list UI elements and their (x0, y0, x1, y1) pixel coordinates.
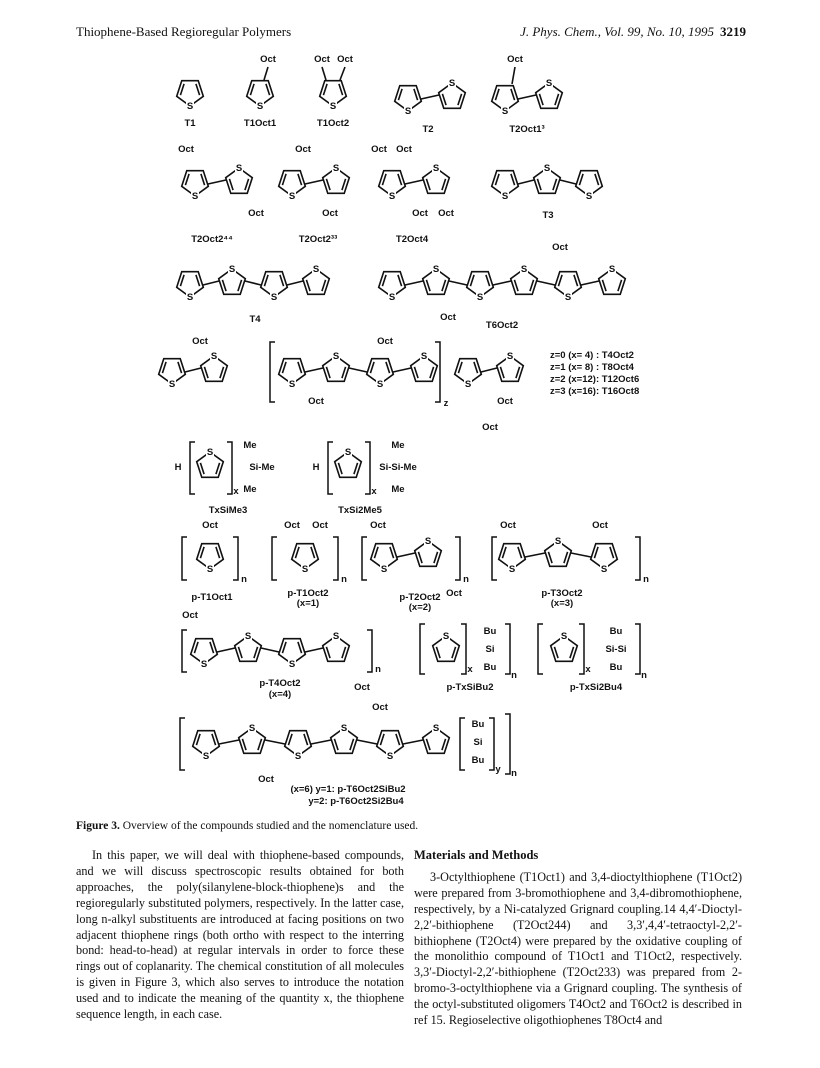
label-txsime3: TxSiMe3 (208, 505, 248, 516)
octyl-substituent: Oct (396, 144, 412, 155)
octyl-substituent: Oct (295, 144, 311, 155)
inter-ring-bond (493, 281, 511, 285)
repeat-bracket (365, 442, 370, 494)
label-t2oct1: T2Oct1³ (509, 124, 545, 135)
repeat-bracket (233, 537, 238, 580)
repeat-bracket (367, 630, 372, 672)
octyl-substituent: Oct (322, 208, 338, 219)
sulfur-atom: S (424, 536, 432, 547)
sulfur-atom: S (476, 292, 484, 303)
inter-ring-bond (185, 368, 201, 372)
inter-ring-bond (403, 740, 423, 744)
sulfur-atom: S (235, 163, 243, 174)
sulfur-atom: S (210, 351, 218, 362)
sulfur-atom: S (442, 631, 450, 642)
sulfur-atom: S (332, 351, 340, 362)
silicon-atom: Si (473, 737, 483, 748)
sulfur-atom: S (301, 564, 309, 575)
figure-caption (76, 820, 418, 832)
octyl-substituent: Oct (178, 144, 194, 155)
octyl-substituent: Oct (354, 682, 370, 693)
intro-paragraph: In this paper, we will deal with thiophene-based compounds, and we will discuss spectroscopic results obtained for both approaches, the poly(silanylene-block-thiophene)s and the regioregularly substituted polymers, respectively. In the latter case, long n-alkyl substituents are introduced at facing positions on two adjacent thiophene rings (both ortho with respect to the interring bond: head-to-head) at regular intervals in order to force these rings out of coplanarity. The chemical constitution of all molecules is given in Figure 3, which also serves to introduce the notation used and to indicate the meaning of the quantity x, the thiophene sequence length, in each case. (76, 848, 404, 1022)
octyl-substituent: Oct (192, 336, 208, 347)
inter-ring-bond (219, 740, 239, 744)
sulfur-atom: S (432, 723, 440, 734)
inter-ring-bond (481, 368, 497, 372)
subscript-x: x (371, 486, 377, 497)
label-pt4oct2-x: (x=4) (268, 689, 292, 700)
sulfur-atom: S (464, 379, 472, 390)
octyl-substituent: Oct (440, 312, 456, 323)
label-t3: T3 (542, 210, 554, 221)
sulfur-atom: S (288, 659, 296, 670)
figure-caption-label: Figure 3. (76, 820, 120, 832)
sulfur-atom: S (256, 101, 264, 112)
sulfur-atom: S (340, 723, 348, 734)
inter-ring-bond (560, 180, 576, 184)
label-t2oct4: T2Oct4 (395, 234, 429, 245)
inter-ring-bond (287, 281, 303, 285)
page-number: 3219 (720, 24, 746, 39)
sulfur-atom: S (332, 631, 340, 642)
methyl-group: Me (391, 440, 405, 451)
sulfur-atom: S (432, 264, 440, 275)
label-pt1oct2: p-T1Oct2 (287, 588, 329, 599)
repeat-bracket (227, 442, 232, 494)
sulfur-atom: S (386, 751, 394, 762)
label-z0: z=0 (x= 4) : T4Oct2 (550, 350, 634, 361)
octyl-substituent: Oct (372, 702, 388, 713)
sulfur-atom: S (244, 631, 252, 642)
label-pt2oct2: p-T2Oct2 (399, 592, 441, 603)
sulfur-atom: S (388, 292, 396, 303)
sulfur-atom: S (508, 564, 516, 575)
label-pt1oct1: p-T1Oct1 (191, 592, 233, 603)
octyl-substituent: Oct (482, 422, 498, 433)
hydrogen-atom: H (174, 462, 182, 473)
label-z1: z=1 (x= 8) : T8Oct4 (550, 362, 634, 373)
label-t1: T1 (184, 118, 196, 129)
bond (264, 67, 268, 80)
sulfur-atom: S (501, 106, 509, 117)
methyl-group: Me (243, 484, 257, 495)
subscript-x: x (467, 664, 473, 675)
octyl-substituent: Oct (446, 588, 462, 599)
subscript-n: n (463, 574, 469, 585)
sulfur-atom: S (501, 191, 509, 202)
bond (340, 67, 345, 80)
body-column-right (414, 848, 742, 1029)
sulfur-atom: S (432, 163, 440, 174)
sulfur-atom: S (248, 723, 256, 734)
octyl-substituent: Oct (438, 208, 454, 219)
inter-ring-bond (537, 281, 555, 285)
running-header-title: Thiophene-Based Regioregular Polymers (76, 24, 292, 39)
inter-ring-bond (208, 180, 226, 184)
subscript-n: n (511, 768, 517, 779)
subscript-y: y (495, 764, 501, 775)
inter-ring-bond (405, 281, 423, 285)
sulfur-atom: S (388, 191, 396, 202)
subscript-n: n (511, 670, 517, 681)
octyl-substituent: Oct (182, 610, 198, 621)
inter-ring-bond (261, 648, 279, 652)
repeat-bracket (190, 442, 195, 494)
subscript-x: x (585, 664, 591, 675)
inter-ring-bond (245, 281, 261, 285)
repeat-bracket (461, 624, 466, 674)
label-pt3oct2-x: (x=3) (550, 598, 574, 609)
inter-ring-bond (518, 95, 536, 99)
si-me-group: Si-Me (249, 462, 275, 473)
methyl-group: Me (243, 440, 257, 451)
subscript-x: x (233, 486, 239, 497)
sulfur-atom: S (554, 536, 562, 547)
sulfur-atom: S (545, 78, 553, 89)
label-t1oct2: T1Oct2 (316, 118, 350, 129)
repeat-bracket (333, 537, 338, 580)
inter-ring-bond (305, 180, 323, 184)
repeat-bracket (328, 442, 333, 494)
figure-caption-text: Overview of the compounds studied and the nomenclature used. (122, 820, 419, 832)
octyl-substituent: Oct (308, 396, 324, 407)
inter-ring-bond (349, 368, 367, 372)
butyl-group: Bu (609, 626, 623, 637)
sulfur-atom: S (543, 163, 551, 174)
inter-ring-bond (217, 648, 235, 652)
repeat-bracket (460, 718, 465, 770)
repeat-bracket (362, 537, 367, 580)
inter-ring-bond (525, 553, 545, 557)
octyl-substituent: Oct (592, 520, 608, 531)
bond (512, 67, 515, 84)
label-t1oct1: T1Oct1 (243, 118, 277, 129)
inter-ring-bond (265, 740, 285, 744)
sulfur-atom: S (376, 379, 384, 390)
butyl-group: Bu (483, 662, 497, 673)
butyl-group: Bu (471, 755, 485, 766)
sulfur-atom: S (329, 101, 337, 112)
subscript-n: n (641, 670, 647, 681)
silicon-atom: Si (485, 644, 495, 655)
octyl-substituent: Oct (260, 54, 276, 65)
repeat-bracket (505, 714, 510, 774)
inter-ring-bond (397, 553, 415, 557)
butyl-group: Bu (609, 662, 623, 673)
octyl-substituent: Oct (552, 242, 568, 253)
repeat-bracket (182, 537, 187, 580)
repeat-bracket (420, 624, 425, 674)
label-pt3oct2: p-T3Oct2 (541, 588, 583, 599)
sulfur-atom: S (520, 264, 528, 275)
sulfur-atom: S (585, 191, 593, 202)
subscript-n: n (341, 574, 347, 585)
octyl-substituent: Oct (370, 520, 386, 531)
repeat-bracket (492, 537, 497, 580)
body-column-left (76, 848, 404, 1023)
label-ptxsi2bu4: p-TxSi2Bu4 (569, 682, 623, 693)
label-z3: z=3 (x=16): T16Oct8 (550, 386, 640, 397)
sulfur-atom: S (608, 264, 616, 275)
sulfur-atom: S (202, 751, 210, 762)
label-z2: z=2 (x=12): T12Oct6 (550, 374, 640, 385)
octyl-substituent: Oct (258, 774, 274, 785)
sulfur-atom: S (228, 264, 236, 275)
subscript-n: n (241, 574, 247, 585)
label-t2oct2-33: T2Oct2³³ (298, 234, 338, 245)
inter-ring-bond (203, 281, 219, 285)
octyl-substituent: Oct (284, 520, 300, 531)
repeat-bracket (505, 624, 510, 674)
subscript-z: z (443, 398, 449, 409)
label-txsi2me5: TxSi2Me5 (338, 505, 382, 516)
label-ptxsibu2: p-TxSiBu2 (446, 682, 494, 693)
inter-ring-bond (305, 368, 323, 372)
sulfur-atom: S (206, 564, 214, 575)
sulfur-atom: S (186, 292, 194, 303)
label-t2: T2 (422, 124, 434, 135)
label-t6oct2: T6Oct2 (485, 320, 519, 331)
inter-ring-bond (449, 281, 467, 285)
label-pt2oct2-x: (x=2) (408, 602, 432, 613)
sulfur-atom: S (344, 447, 352, 458)
sulfur-atom: S (404, 106, 412, 117)
bond (322, 67, 326, 80)
butyl-group: Bu (483, 626, 497, 637)
sulfur-atom: S (168, 379, 176, 390)
sulfur-atom: S (206, 447, 214, 458)
repeat-bracket (635, 537, 640, 580)
octyl-substituent: Oct (377, 336, 393, 347)
label-t2oct2-44: T2Oct2⁴⁴ (191, 234, 233, 245)
subscript-n: n (375, 664, 381, 675)
inter-ring-bond (571, 553, 591, 557)
sulfur-atom: S (288, 379, 296, 390)
inter-ring-bond (421, 95, 439, 99)
sulfur-atom: S (191, 191, 199, 202)
inter-ring-bond (393, 368, 411, 372)
inter-ring-bond (357, 740, 377, 744)
octyl-substituent: Oct (371, 144, 387, 155)
si-si-me-group: Si-Si-Me (379, 462, 417, 473)
repeat-bracket (182, 630, 187, 672)
sulfur-atom: S (506, 351, 514, 362)
octyl-substituent: Oct (412, 208, 428, 219)
methods-paragraph: 3-Octylthiophene (T1Oct1) and 3,4-dioctylthiophene (T1Oct2) were prepared from 3-bromothiophene and 3,4-dibromothiophene, respectively, by a Ni-catalyzed Grignard coupling.14 4,4′-Dioctyl-2,2′-bithiophene (T2Oct244) and 3,3′,4,4′-tetraoctyl-2,2′-bithiophene (T2Oct4) were prepared by the oxidative coupling of the monolithio compound of T1Oct1 and T1Oct2, respectively. 3,3′-Dioctyl-2,2′-bithiophene (T2Oct233) was prepared from 2-bromo-3-octylthiophene via a Grignard coupling. The synthesis of the octyl-substituted oligomers T4Oct2 and T6Oct2 is described in ref 15. Regioselective oligothiophenes T8Oct4 and (414, 869, 742, 1028)
sulfur-atom: S (420, 351, 428, 362)
sulfur-atom: S (600, 564, 608, 575)
label-pt1oct2-x: (x=1) (296, 598, 320, 609)
octyl-substituent: Oct (248, 208, 264, 219)
octyl-substituent: Oct (312, 520, 328, 531)
section-heading: Materials and Methods (414, 848, 539, 862)
sulfur-atom: S (200, 659, 208, 670)
repeat-bracket (180, 718, 185, 770)
repeat-bracket (272, 537, 277, 580)
butyl-group: Bu (471, 719, 485, 730)
sulfur-atom: S (448, 78, 456, 89)
inter-ring-bond (305, 648, 323, 652)
sulfur-atom: S (294, 751, 302, 762)
repeat-bracket (538, 624, 543, 674)
sulfur-atom: S (332, 163, 340, 174)
label-pt4oct2: p-T4Oct2 (259, 678, 301, 689)
octyl-substituent: Oct (507, 54, 523, 65)
label-poly1: (x=6) y=1: p-T6Oct2SiBu2 (290, 784, 406, 795)
sulfur-atom: S (288, 191, 296, 202)
octyl-substituent: Oct (500, 520, 516, 531)
repeat-bracket (579, 624, 584, 674)
repeat-bracket (455, 537, 460, 580)
sulfur-atom: S (380, 564, 388, 575)
si-si-group: Si-Si (605, 644, 627, 655)
label-t4: T4 (249, 314, 261, 325)
octyl-substituent: Oct (497, 396, 513, 407)
inter-ring-bond (311, 740, 331, 744)
journal-citation: J. Phys. Chem., Vol. 99, No. 10, 1995 (520, 24, 714, 39)
repeat-bracket (270, 342, 275, 402)
inter-ring-bond (581, 281, 599, 285)
octyl-substituent: Oct (202, 520, 218, 531)
subscript-n: n (643, 574, 649, 585)
sulfur-atom: S (560, 631, 568, 642)
sulfur-atom: S (270, 292, 278, 303)
hydrogen-atom: H (312, 462, 320, 473)
methyl-group: Me (391, 484, 405, 495)
inter-ring-bond (518, 180, 534, 184)
label-poly2: y=2: p-T6Oct2Si2Bu4 (308, 796, 404, 807)
sulfur-atom: S (564, 292, 572, 303)
octyl-substituent: Oct (337, 54, 353, 65)
sulfur-atom: S (186, 101, 194, 112)
repeat-bracket (635, 624, 640, 674)
octyl-substituent: Oct (314, 54, 330, 65)
sulfur-atom: S (312, 264, 320, 275)
inter-ring-bond (405, 180, 423, 184)
repeat-bracket (489, 718, 494, 770)
